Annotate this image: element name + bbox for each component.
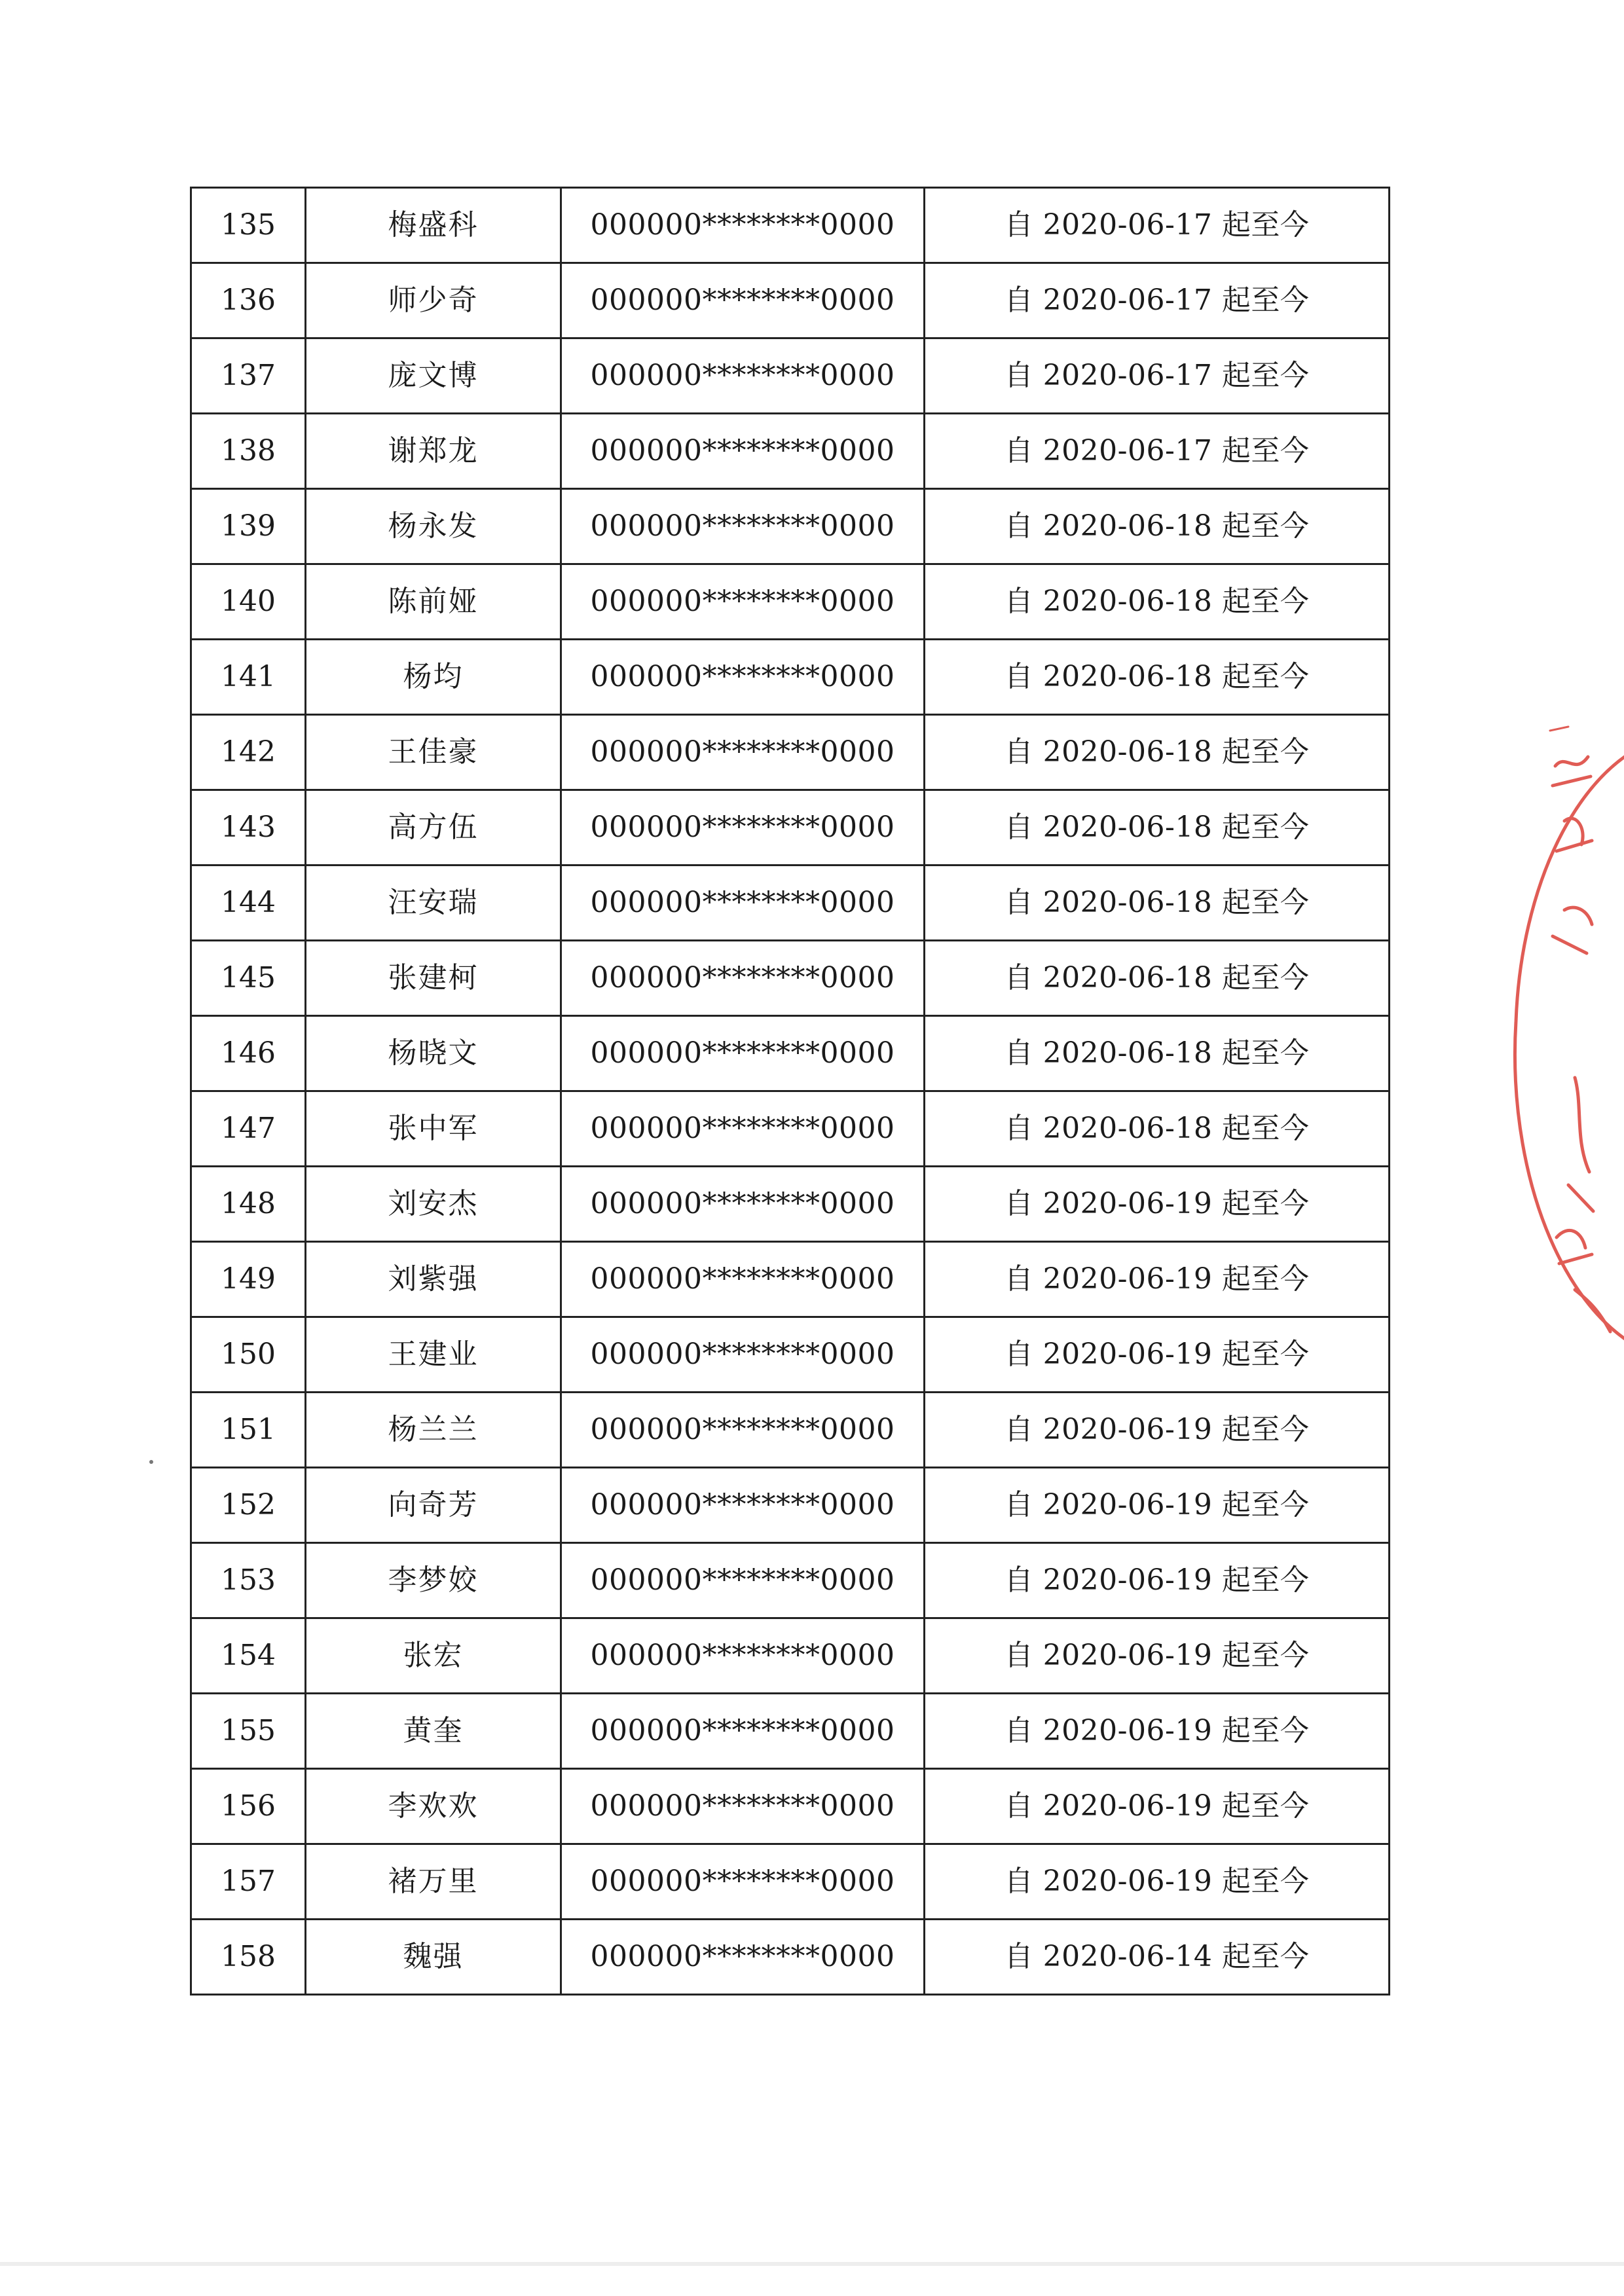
table-row [191, 1091, 1390, 1167]
id-number-cell: 000000********0000 [561, 263, 925, 338]
name-cell: 李欢欢 [306, 1769, 561, 1844]
row-number-cell: 150 [191, 1317, 306, 1393]
period-cell: 自 2020-06-19 起至今 [925, 1317, 1390, 1393]
period-cell: 自 2020-06-17 起至今 [925, 188, 1390, 263]
name-cell: 汪安瑞 [306, 866, 561, 941]
name-cell: 张宏 [306, 1618, 561, 1694]
period-cell: 自 2020-06-17 起至今 [925, 338, 1390, 414]
period-cell: 自 2020-06-18 起至今 [925, 640, 1390, 715]
scan-edge-line [0, 2262, 1624, 2266]
table-row [191, 1618, 1390, 1694]
table-row [191, 1694, 1390, 1769]
name-cell: 庞文博 [306, 338, 561, 414]
table-row [191, 715, 1390, 790]
row-number-cell: 141 [191, 640, 306, 715]
name-cell: 张建柯 [306, 941, 561, 1016]
row-number-cell: 147 [191, 1091, 306, 1167]
row-number-cell: 151 [191, 1393, 306, 1468]
table-row [191, 1242, 1390, 1317]
table-row [191, 866, 1390, 941]
row-number-cell: 156 [191, 1769, 306, 1844]
row-number-cell: 137 [191, 338, 306, 414]
period-cell: 自 2020-06-19 起至今 [925, 1468, 1390, 1543]
id-number-cell: 000000********0000 [561, 564, 925, 640]
table-row [191, 1317, 1390, 1393]
row-number-cell: 152 [191, 1468, 306, 1543]
period-cell: 自 2020-06-19 起至今 [925, 1844, 1390, 1920]
row-number-cell: 154 [191, 1618, 306, 1694]
scan-speck [149, 1460, 153, 1464]
row-number-cell: 148 [191, 1167, 306, 1242]
period-cell: 自 2020-06-17 起至今 [925, 263, 1390, 338]
id-number-cell: 000000********0000 [561, 1844, 925, 1920]
name-cell: 张中军 [306, 1091, 561, 1167]
id-number-cell: 000000********0000 [561, 640, 925, 715]
name-cell: 王佳豪 [306, 715, 561, 790]
row-number-cell: 145 [191, 941, 306, 1016]
table-row [191, 338, 1390, 414]
name-cell: 刘安杰 [306, 1167, 561, 1242]
period-cell: 自 2020-06-18 起至今 [925, 715, 1390, 790]
row-number-cell: 149 [191, 1242, 306, 1317]
name-cell: 谢郑龙 [306, 414, 561, 489]
table-row [191, 188, 1390, 263]
id-number-cell: 000000********0000 [561, 1468, 925, 1543]
table-row [191, 1393, 1390, 1468]
id-number-cell: 000000********0000 [561, 414, 925, 489]
row-number-cell: 135 [191, 188, 306, 263]
period-cell: 自 2020-06-19 起至今 [925, 1543, 1390, 1618]
row-number-cell: 144 [191, 866, 306, 941]
row-number-cell: 139 [191, 489, 306, 564]
row-number-cell: 146 [191, 1016, 306, 1091]
id-number-cell: 000000********0000 [561, 1618, 925, 1694]
name-cell: 李梦姣 [306, 1543, 561, 1618]
table-row [191, 1016, 1390, 1091]
table-row [191, 1167, 1390, 1242]
table-row [191, 564, 1390, 640]
period-cell: 自 2020-06-18 起至今 [925, 866, 1390, 941]
row-number-cell: 140 [191, 564, 306, 640]
period-cell: 自 2020-06-19 起至今 [925, 1618, 1390, 1694]
id-number-cell: 000000********0000 [561, 338, 925, 414]
table-row [191, 640, 1390, 715]
period-cell: 自 2020-06-18 起至今 [925, 1091, 1390, 1167]
period-cell: 自 2020-06-14 起至今 [925, 1920, 1390, 1995]
period-cell: 自 2020-06-18 起至今 [925, 564, 1390, 640]
name-cell: 师少奇 [306, 263, 561, 338]
period-cell: 自 2020-06-17 起至今 [925, 414, 1390, 489]
period-cell: 自 2020-06-19 起至今 [925, 1167, 1390, 1242]
name-cell: 梅盛科 [306, 188, 561, 263]
name-cell: 向奇芳 [306, 1468, 561, 1543]
id-number-cell: 000000********0000 [561, 1694, 925, 1769]
id-number-cell: 000000********0000 [561, 1769, 925, 1844]
id-number-cell: 000000********0000 [561, 1091, 925, 1167]
id-number-cell: 000000********0000 [561, 715, 925, 790]
name-cell: 高方伍 [306, 790, 561, 866]
id-number-cell: 000000********0000 [561, 489, 925, 564]
table-row [191, 790, 1390, 866]
period-cell: 自 2020-06-19 起至今 [925, 1393, 1390, 1468]
name-cell: 陈前娅 [306, 564, 561, 640]
period-cell: 自 2020-06-19 起至今 [925, 1694, 1390, 1769]
name-cell: 杨晓文 [306, 1016, 561, 1091]
name-cell: 杨永发 [306, 489, 561, 564]
name-cell: 杨均 [306, 640, 561, 715]
row-number-cell: 143 [191, 790, 306, 866]
period-cell: 自 2020-06-18 起至今 [925, 941, 1390, 1016]
row-number-cell: 157 [191, 1844, 306, 1920]
name-cell: 黄奎 [306, 1694, 561, 1769]
name-cell: 杨兰兰 [306, 1393, 561, 1468]
table-row [191, 1920, 1390, 1995]
name-cell: 魏强 [306, 1920, 561, 1995]
row-number-cell: 158 [191, 1920, 306, 1995]
id-number-cell: 000000********0000 [561, 1317, 925, 1393]
seal-stamp-icon [1477, 714, 1624, 1381]
id-number-cell: 000000********0000 [561, 1016, 925, 1091]
records-table [190, 187, 1390, 1995]
id-number-cell: 000000********0000 [561, 1393, 925, 1468]
row-number-cell: 153 [191, 1543, 306, 1618]
row-number-cell: 142 [191, 715, 306, 790]
id-number-cell: 000000********0000 [561, 1543, 925, 1618]
row-number-cell: 138 [191, 414, 306, 489]
id-number-cell: 000000********0000 [561, 1920, 925, 1995]
row-number-cell: 136 [191, 263, 306, 338]
name-cell: 刘紫强 [306, 1242, 561, 1317]
table-row [191, 1543, 1390, 1618]
id-number-cell: 000000********0000 [561, 866, 925, 941]
period-cell: 自 2020-06-18 起至今 [925, 1016, 1390, 1091]
id-number-cell: 000000********0000 [561, 941, 925, 1016]
period-cell: 自 2020-06-19 起至今 [925, 1769, 1390, 1844]
name-cell: 褚万里 [306, 1844, 561, 1920]
table-row [191, 1769, 1390, 1844]
row-number-cell: 155 [191, 1694, 306, 1769]
table-row [191, 1844, 1390, 1920]
period-cell: 自 2020-06-18 起至今 [925, 489, 1390, 564]
id-number-cell: 000000********0000 [561, 1167, 925, 1242]
period-cell: 自 2020-06-19 起至今 [925, 1242, 1390, 1317]
records-table-body [191, 188, 1390, 1995]
table-row [191, 1468, 1390, 1543]
id-number-cell: 000000********0000 [561, 188, 925, 263]
name-cell: 王建业 [306, 1317, 561, 1393]
id-number-cell: 000000********0000 [561, 1242, 925, 1317]
table-row [191, 489, 1390, 564]
table-row [191, 263, 1390, 338]
table-row [191, 941, 1390, 1016]
period-cell: 自 2020-06-18 起至今 [925, 790, 1390, 866]
id-number-cell: 000000********0000 [561, 790, 925, 866]
table-row [191, 414, 1390, 489]
